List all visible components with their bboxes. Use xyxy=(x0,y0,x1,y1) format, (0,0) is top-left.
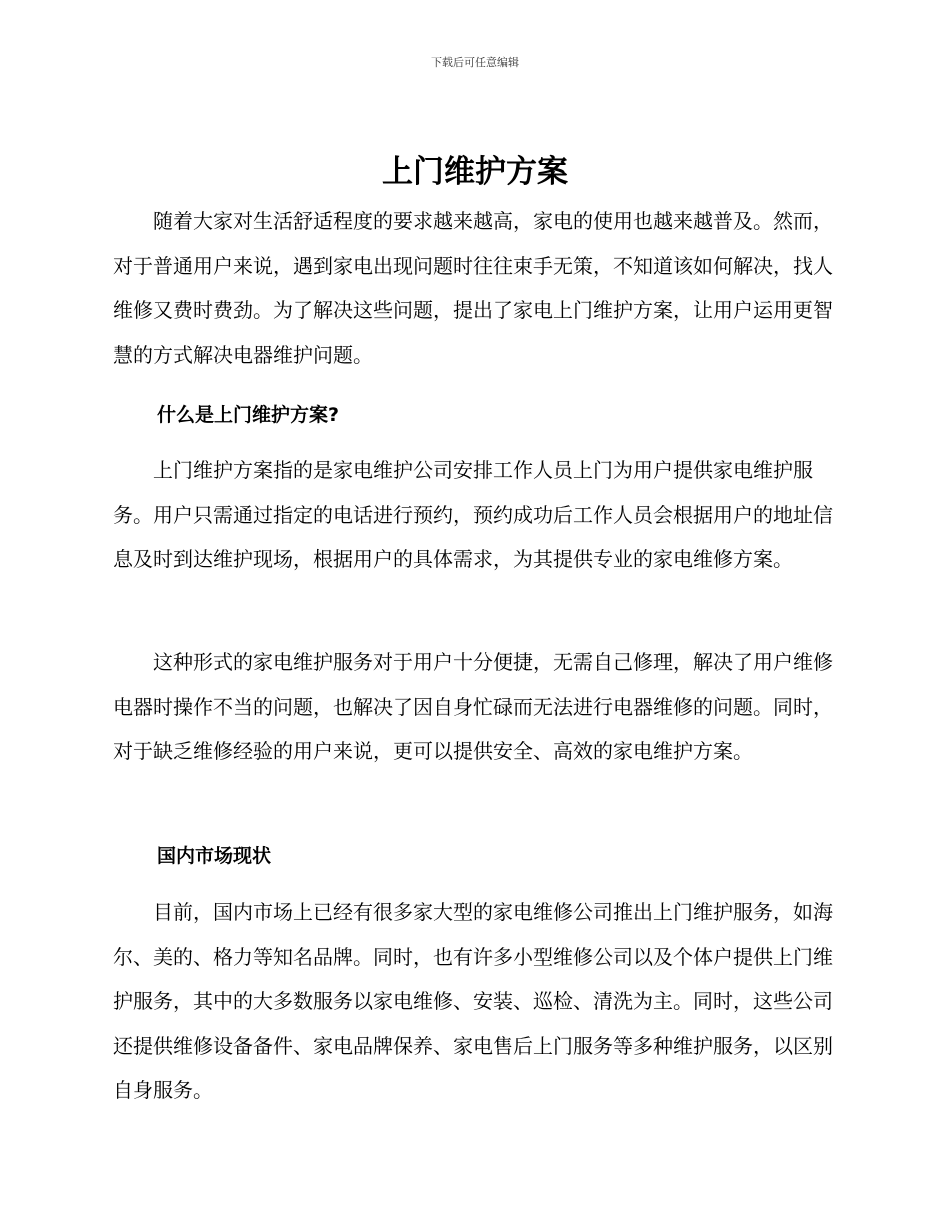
document-title: 上门维护方案 xyxy=(382,154,568,190)
paragraph-market-status: 目前，国内市场上已经有很多家大型的家电维修公司推出上门维护服务，如海尔、美的、格力等知名品牌。同时，也有许多小型维修公司以及个体户提供上门维护服务，其中的大多数服务以家电维修、安装、巡检、清洗为主。同时，这些公司还提供维修设备备件、家电品牌保养、家电售后上门服务等多种维护服务，以区别自身服务。 xyxy=(113,900,833,1102)
intro-paragraph: 随着大家对生活舒适程度的要求越来越高，家电的使用也越来越普及。然而，对于普通用户来说，遇到家电出现问题时往往束手无策，不知道该如何解决，找人维修又费时费劲。为了解决这些问题，提出了家电上门维护方案，让用户运用更智慧的方式解决电器维护问题。 xyxy=(113,209,833,367)
header-note: 下载后可任意编辑 xyxy=(431,56,519,69)
section-heading-what-is: 什么是上门维护方案? xyxy=(157,404,340,426)
section-heading-market: 国内市场现状 xyxy=(157,845,272,867)
paragraph-benefits: 这种形式的家电维护服务对于用户十分便捷，无需自己修理，解决了用户维修电器时操作不当的问题，也解决了因自身忙碌而无法进行电器维修的问题。同时，对于缺乏维修经验的用户来说，更可以提供安全、高效的家电维护方案。 xyxy=(113,650,833,763)
paragraph-definition: 上门维护方案指的是家电维护公司安排工作人员上门为用户提供家电维护服务。用户只需通过指定的电话进行预约，预约成功后工作人员会根据用户的地址信息及时到达维护现场，根据用户的具体需求，为其提供专业的家电维修方案。 xyxy=(113,458,833,571)
